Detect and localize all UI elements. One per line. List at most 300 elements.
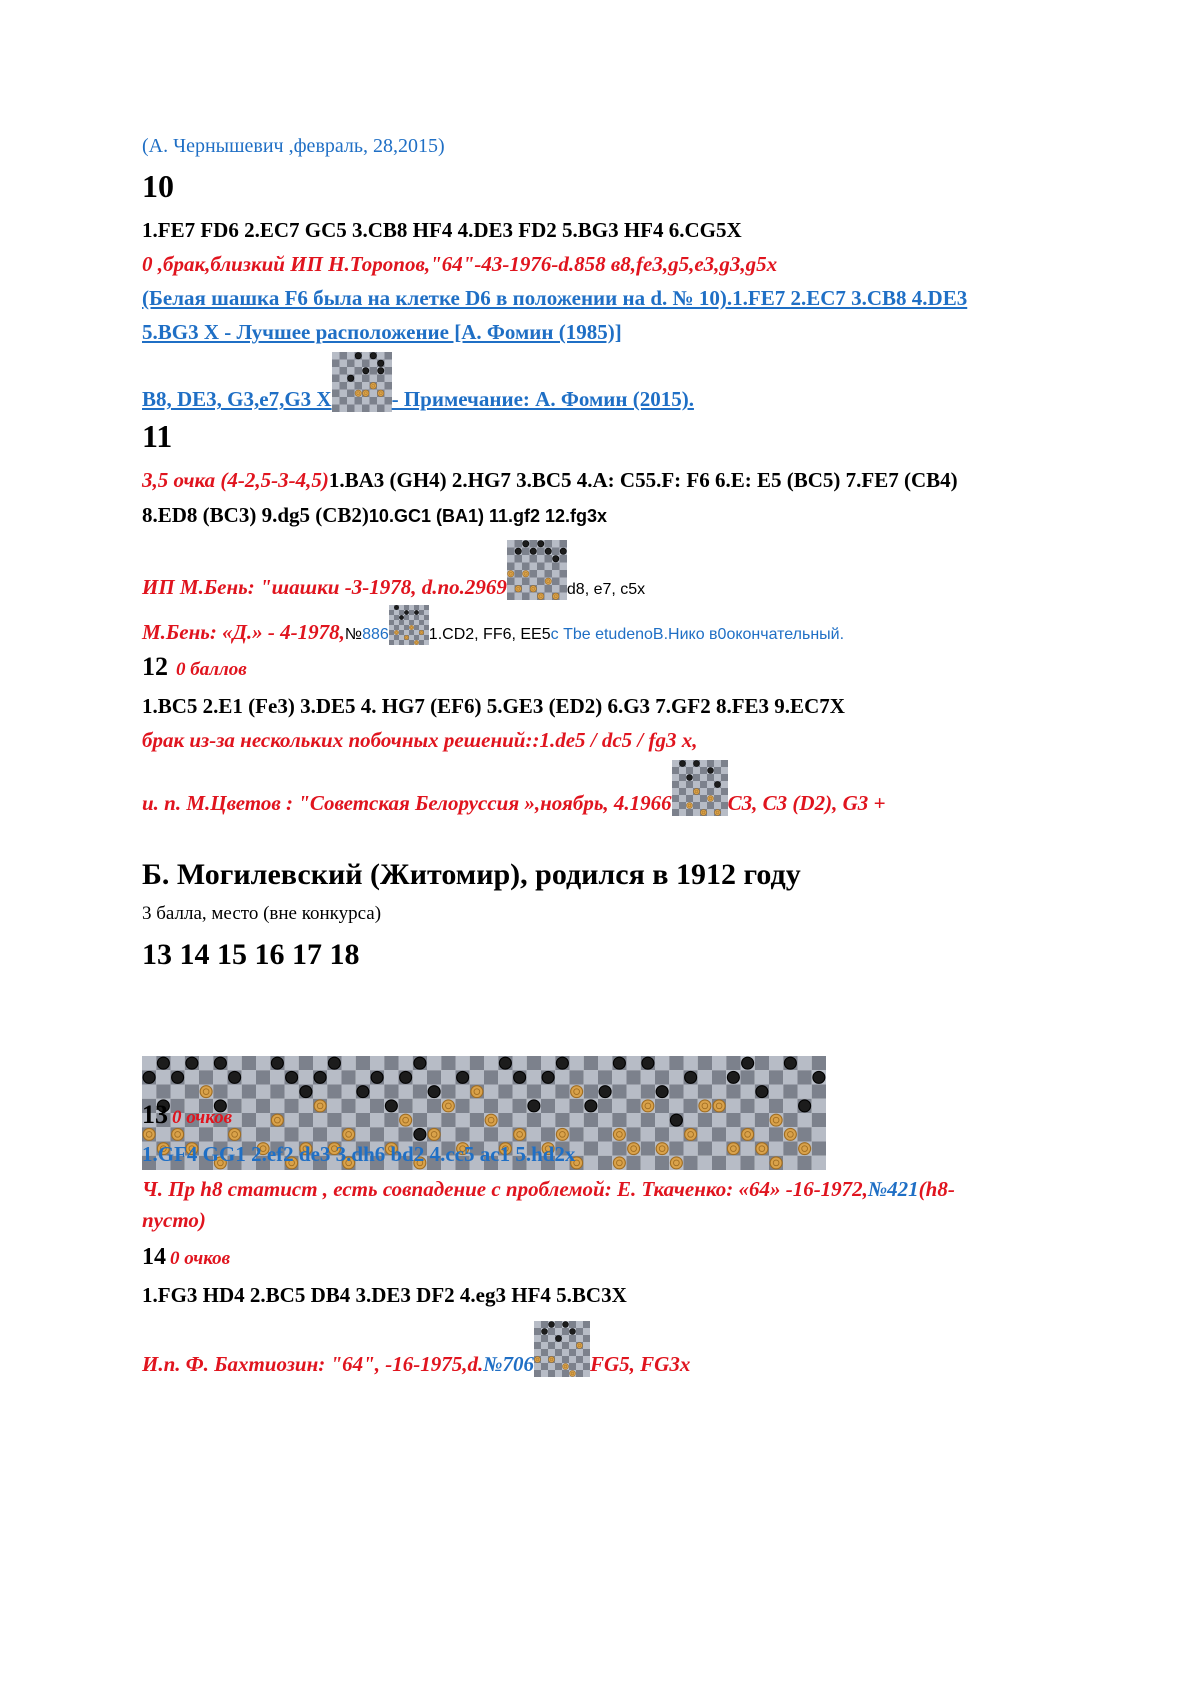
ref-14-number[interactable]: №706 xyxy=(483,1352,534,1376)
board-square xyxy=(641,1113,655,1127)
white-checker xyxy=(370,383,376,389)
board-square xyxy=(299,1056,313,1070)
board-square xyxy=(684,1056,698,1070)
board-square xyxy=(389,605,394,610)
board-square xyxy=(332,405,340,413)
board-square xyxy=(679,795,686,802)
board-square xyxy=(641,1142,655,1156)
board-square xyxy=(612,1142,626,1156)
white-checker xyxy=(514,1128,526,1140)
board-square xyxy=(544,570,552,578)
board-square xyxy=(389,610,394,615)
white-checker xyxy=(143,1128,155,1140)
problem-number-13: 13 xyxy=(142,1100,168,1129)
white-checker xyxy=(670,1157,682,1169)
board-square xyxy=(522,555,530,563)
board-square xyxy=(514,540,522,548)
board-square xyxy=(142,1085,156,1099)
board-square xyxy=(419,605,424,610)
board-square xyxy=(541,1127,555,1141)
note-10-line2[interactable]: 5.BG3 X - Лучшее расположение [А. Фомин (1985)] xyxy=(142,320,622,344)
board-square xyxy=(627,1156,641,1170)
board-square xyxy=(285,1099,299,1113)
board-square xyxy=(714,802,721,809)
board-square xyxy=(270,1099,284,1113)
board-square xyxy=(339,375,347,383)
board-square xyxy=(285,1056,299,1070)
board-square xyxy=(327,1070,341,1084)
board-square xyxy=(537,555,545,563)
board-square xyxy=(534,1370,541,1377)
verdict-13-number[interactable]: №421 xyxy=(867,1177,919,1201)
black-checker xyxy=(522,541,528,547)
board-square xyxy=(679,767,686,774)
board-square xyxy=(424,615,429,620)
board-square xyxy=(714,788,721,795)
problem-number-12: 12 xyxy=(142,652,168,681)
board-square xyxy=(712,1056,726,1070)
board-square xyxy=(409,620,414,625)
board-square xyxy=(414,630,419,635)
board-square xyxy=(199,1070,213,1084)
board-square xyxy=(684,1156,698,1170)
board-square xyxy=(399,635,404,640)
board-square xyxy=(399,1127,413,1141)
note-10-line3[interactable] xyxy=(142,352,694,412)
board-square xyxy=(798,1085,812,1099)
board-square xyxy=(522,563,530,571)
board-square xyxy=(812,1056,826,1070)
board-square xyxy=(185,1085,199,1099)
board-square xyxy=(419,635,424,640)
board-square xyxy=(529,563,537,571)
board-square xyxy=(404,615,409,620)
white-checker xyxy=(314,1100,326,1112)
white-checker xyxy=(229,1128,241,1140)
board-square xyxy=(409,635,414,640)
board-square xyxy=(256,1070,270,1084)
board-square xyxy=(342,1070,356,1084)
verdict-10: 0 ,брак,близкий ИП Н.Торопов,"64"-43-1976-d.858 в8,fe3,g5,e3,g3,g5x xyxy=(142,252,778,276)
ref-11-source: ИП М.Бень: "шашки -3-1978, d.no.2969 xyxy=(142,575,507,599)
board-square xyxy=(419,640,424,645)
board-square xyxy=(555,1085,569,1099)
board-square xyxy=(441,1070,455,1084)
board-square xyxy=(228,1056,242,1070)
board-square xyxy=(576,1370,583,1377)
board-square xyxy=(384,367,392,375)
board-square xyxy=(541,1321,548,1328)
board-square xyxy=(569,1342,576,1349)
board-square xyxy=(693,795,700,802)
board-square xyxy=(700,774,707,781)
board-square xyxy=(507,578,515,586)
board-square xyxy=(498,1085,512,1099)
board-square xyxy=(755,1156,769,1170)
checkerboard xyxy=(598,1056,712,1170)
board-square xyxy=(419,625,424,630)
white-checker xyxy=(535,1357,541,1363)
board-square xyxy=(441,1056,455,1070)
black-checker xyxy=(693,761,699,767)
board-square xyxy=(285,1127,299,1141)
board-square xyxy=(769,1070,783,1084)
board-square xyxy=(783,1113,797,1127)
white-checker xyxy=(362,390,368,396)
board-square xyxy=(700,802,707,809)
board-square xyxy=(712,1142,726,1156)
black-checker xyxy=(377,360,383,366)
white-checker xyxy=(471,1086,483,1098)
white-checker xyxy=(713,1100,725,1112)
black-checker xyxy=(370,353,376,359)
board-square xyxy=(726,1056,740,1070)
board-square xyxy=(362,360,370,368)
moves-11a: 1.BA3 (GH4) 2.HG7 3.BC5 4.A: C55.F: F6 6.E: E5 (BC5) 7.FE7 (CB4) xyxy=(328,468,958,492)
board-square xyxy=(576,1321,583,1328)
heading-12 xyxy=(142,652,247,682)
board-square xyxy=(537,578,545,586)
board-square xyxy=(347,367,355,375)
black-checker xyxy=(556,1336,562,1342)
board-square xyxy=(541,1099,555,1113)
board-square xyxy=(583,1363,590,1370)
white-checker xyxy=(355,390,361,396)
board-square xyxy=(598,1070,612,1084)
black-checker xyxy=(371,1071,383,1083)
black-checker xyxy=(457,1071,469,1083)
board-square xyxy=(256,1127,270,1141)
board-square xyxy=(544,593,552,601)
white-checker xyxy=(549,1357,555,1363)
board-square xyxy=(812,1156,826,1170)
board-square xyxy=(347,382,355,390)
board-square xyxy=(541,1335,548,1342)
board-square xyxy=(700,767,707,774)
board-square xyxy=(679,781,686,788)
board-square xyxy=(726,1099,740,1113)
board-square xyxy=(529,578,537,586)
board-square xyxy=(612,1070,626,1084)
solution-14: 1.FG3 HD4 2.BC5 DB4 3.DE3 DF2 4.eg3 HF4 5.BC3X xyxy=(142,1283,627,1307)
board-square xyxy=(555,1349,562,1356)
board-square xyxy=(362,405,370,413)
black-checker xyxy=(414,1128,426,1140)
board-square xyxy=(529,540,537,548)
board-square xyxy=(456,1099,470,1113)
board-square xyxy=(413,1070,427,1084)
ref-11b-number[interactable]: 886 xyxy=(362,626,389,643)
solution-13: 1.GF4 GG1 2.ef2 de3 3.dh6 bd2 4.cc5 ac1 5.hd2x xyxy=(142,1142,576,1166)
ref-11b-moves: 1.CD2, FF6, EE5 xyxy=(428,626,551,643)
board-square xyxy=(356,1099,370,1113)
problem-number-11: 11 xyxy=(142,418,173,454)
ref-14-moves: FG5, FG3x xyxy=(590,1352,691,1376)
board-square xyxy=(726,1085,740,1099)
board-square xyxy=(384,405,392,413)
board-square xyxy=(527,1113,541,1127)
board-square xyxy=(470,1127,484,1141)
problem-number-10: 10 xyxy=(142,168,174,204)
board-square xyxy=(332,375,340,383)
board-square xyxy=(741,1099,755,1113)
board-square xyxy=(707,788,714,795)
board-square xyxy=(384,397,392,405)
board-square xyxy=(409,610,414,615)
board-square xyxy=(548,1363,555,1370)
board-square xyxy=(548,1328,555,1335)
board-square xyxy=(612,1113,626,1127)
board-square xyxy=(598,1056,612,1070)
black-checker xyxy=(599,1086,611,1098)
board-square xyxy=(584,1113,598,1127)
board-square xyxy=(384,1113,398,1127)
board-square xyxy=(537,585,545,593)
black-checker xyxy=(727,1071,739,1083)
board-diagram-12 xyxy=(672,760,728,816)
board-square xyxy=(354,360,362,368)
board-square xyxy=(584,1156,598,1170)
board-square xyxy=(347,390,355,398)
board-square xyxy=(377,397,385,405)
board-square xyxy=(354,375,362,383)
white-checker xyxy=(770,1157,782,1169)
white-checker xyxy=(742,1128,754,1140)
board-square xyxy=(362,352,370,360)
white-checker xyxy=(686,803,692,809)
board-square xyxy=(498,1127,512,1141)
board-square xyxy=(700,781,707,788)
board-square xyxy=(544,540,552,548)
board-square xyxy=(569,1335,576,1342)
board-square xyxy=(714,795,721,802)
board-square xyxy=(707,774,714,781)
board-square xyxy=(612,1099,626,1113)
board-square xyxy=(655,1070,669,1084)
board-square xyxy=(693,774,700,781)
board-square xyxy=(559,578,567,586)
white-checker xyxy=(707,796,713,802)
board-square xyxy=(693,802,700,809)
board-square xyxy=(783,1085,797,1099)
board-square xyxy=(555,1328,562,1335)
board-square xyxy=(698,1113,712,1127)
board-square xyxy=(721,802,728,809)
board-square xyxy=(370,1099,384,1113)
board-square xyxy=(171,1056,185,1070)
board-square xyxy=(569,1363,576,1370)
board-square xyxy=(522,593,530,601)
board-square xyxy=(384,352,392,360)
moves-11c: 10.GC1 (BA1) 11.gf2 12.fg3x xyxy=(368,506,608,526)
board-square xyxy=(484,1070,498,1084)
board-square xyxy=(537,563,545,571)
board-square xyxy=(427,1113,441,1127)
board-square xyxy=(342,1099,356,1113)
board-square xyxy=(541,1363,548,1370)
board-square xyxy=(714,774,721,781)
board-square xyxy=(332,397,340,405)
board-square xyxy=(404,620,409,625)
board-diagram-14-ref xyxy=(534,1321,590,1377)
board-square xyxy=(698,1070,712,1084)
source-line: (А. Чернышевич ,февраль, 28,2015) xyxy=(142,135,445,157)
board-square xyxy=(686,788,693,795)
white-checker xyxy=(404,635,408,639)
board-square xyxy=(484,1127,498,1141)
board-square xyxy=(686,760,693,767)
board-square xyxy=(513,1113,527,1127)
board-square xyxy=(394,620,399,625)
board-square xyxy=(812,1099,826,1113)
board-square xyxy=(342,1056,356,1070)
board-square xyxy=(576,1328,583,1335)
board-square xyxy=(783,1156,797,1170)
black-checker xyxy=(542,1071,554,1083)
board-square xyxy=(672,760,679,767)
black-checker xyxy=(613,1057,625,1069)
board-square xyxy=(285,1085,299,1099)
board-square xyxy=(783,1070,797,1084)
board-square xyxy=(414,620,419,625)
board-square xyxy=(783,1142,797,1156)
board-square xyxy=(514,563,522,571)
board-square xyxy=(755,1127,769,1141)
board-square xyxy=(389,640,394,645)
board-square xyxy=(313,1127,327,1141)
board-square xyxy=(347,352,355,360)
board-square xyxy=(507,563,515,571)
note-10-line1[interactable]: (Белая шашка F6 была на клетке D6 в положении на d. № 10).1.FE7 2.EC7 3.CB8 4.DE3 xyxy=(142,286,968,310)
board-square xyxy=(414,605,419,610)
board-square xyxy=(339,405,347,413)
board-square xyxy=(712,1070,726,1084)
black-checker xyxy=(556,1057,568,1069)
board-square xyxy=(598,1127,612,1141)
board-square xyxy=(299,1099,313,1113)
board-square xyxy=(798,1156,812,1170)
board-square xyxy=(707,809,714,816)
board-square xyxy=(399,630,404,635)
board-square xyxy=(721,760,728,767)
board-square xyxy=(256,1085,270,1099)
board-square xyxy=(399,620,404,625)
board-square xyxy=(726,1127,740,1141)
board-diagram-11a xyxy=(507,540,567,600)
board-square xyxy=(332,367,340,375)
board-square xyxy=(555,1342,562,1349)
white-checker xyxy=(442,1100,454,1112)
ref-14 xyxy=(142,1321,690,1377)
board-square xyxy=(741,1113,755,1127)
black-checker xyxy=(271,1057,283,1069)
board-square xyxy=(679,802,686,809)
board-square xyxy=(384,390,392,398)
black-checker xyxy=(328,1057,340,1069)
board-square xyxy=(669,1127,683,1141)
board-square xyxy=(541,1056,555,1070)
solution-11-line2 xyxy=(142,503,607,528)
black-checker xyxy=(585,1100,597,1112)
board-square xyxy=(270,1085,284,1099)
heading-13 xyxy=(142,1100,232,1130)
board-square xyxy=(384,1085,398,1099)
white-checker xyxy=(428,1128,440,1140)
board-square xyxy=(389,625,394,630)
board-square xyxy=(570,1113,584,1127)
board-square xyxy=(394,640,399,645)
black-checker xyxy=(813,1071,825,1083)
ref-11-line1 xyxy=(142,540,645,600)
board-square xyxy=(413,1099,427,1113)
board-square xyxy=(769,1099,783,1113)
board-square xyxy=(537,548,545,556)
board-square xyxy=(339,390,347,398)
white-checker xyxy=(770,1114,782,1126)
board-square xyxy=(655,1113,669,1127)
board-square xyxy=(686,795,693,802)
black-checker xyxy=(186,1057,198,1069)
board-square xyxy=(541,1113,555,1127)
white-checker xyxy=(409,625,413,629)
board-square xyxy=(529,593,537,601)
checkerboard xyxy=(534,1321,590,1377)
board-square xyxy=(669,1142,683,1156)
white-checker xyxy=(485,1114,497,1126)
board-square xyxy=(627,1056,641,1070)
board-square xyxy=(213,1070,227,1084)
board-square xyxy=(726,1156,740,1170)
board-square xyxy=(327,1113,341,1127)
board-square xyxy=(721,809,728,816)
board-square xyxy=(555,1099,569,1113)
board-square xyxy=(507,555,515,563)
black-checker xyxy=(399,615,403,619)
board-square xyxy=(576,1349,583,1356)
board-square xyxy=(552,570,560,578)
board-square xyxy=(548,1342,555,1349)
board-diagram-17 xyxy=(598,1056,712,1170)
board-square xyxy=(693,781,700,788)
black-checker xyxy=(172,1071,184,1083)
board-square xyxy=(672,788,679,795)
board-square xyxy=(456,1127,470,1141)
ref-11-line2 xyxy=(142,605,844,645)
board-square xyxy=(456,1113,470,1127)
black-checker xyxy=(286,1071,298,1083)
board-square xyxy=(721,781,728,788)
board-square xyxy=(185,1070,199,1084)
black-checker xyxy=(414,1057,426,1069)
board-square xyxy=(413,1113,427,1127)
board-square xyxy=(684,1099,698,1113)
black-checker xyxy=(214,1057,226,1069)
board-square xyxy=(470,1099,484,1113)
board-square xyxy=(570,1070,584,1084)
board-square xyxy=(712,1156,726,1170)
board-square xyxy=(584,1127,598,1141)
board-square xyxy=(424,610,429,615)
board-square xyxy=(522,548,530,556)
board-square xyxy=(627,1085,641,1099)
board-square xyxy=(559,555,567,563)
white-checker xyxy=(563,1364,569,1370)
board-square xyxy=(404,625,409,630)
board-square xyxy=(384,382,392,390)
checkerboard xyxy=(389,605,429,645)
board-square xyxy=(541,1349,548,1356)
board-square xyxy=(377,352,385,360)
